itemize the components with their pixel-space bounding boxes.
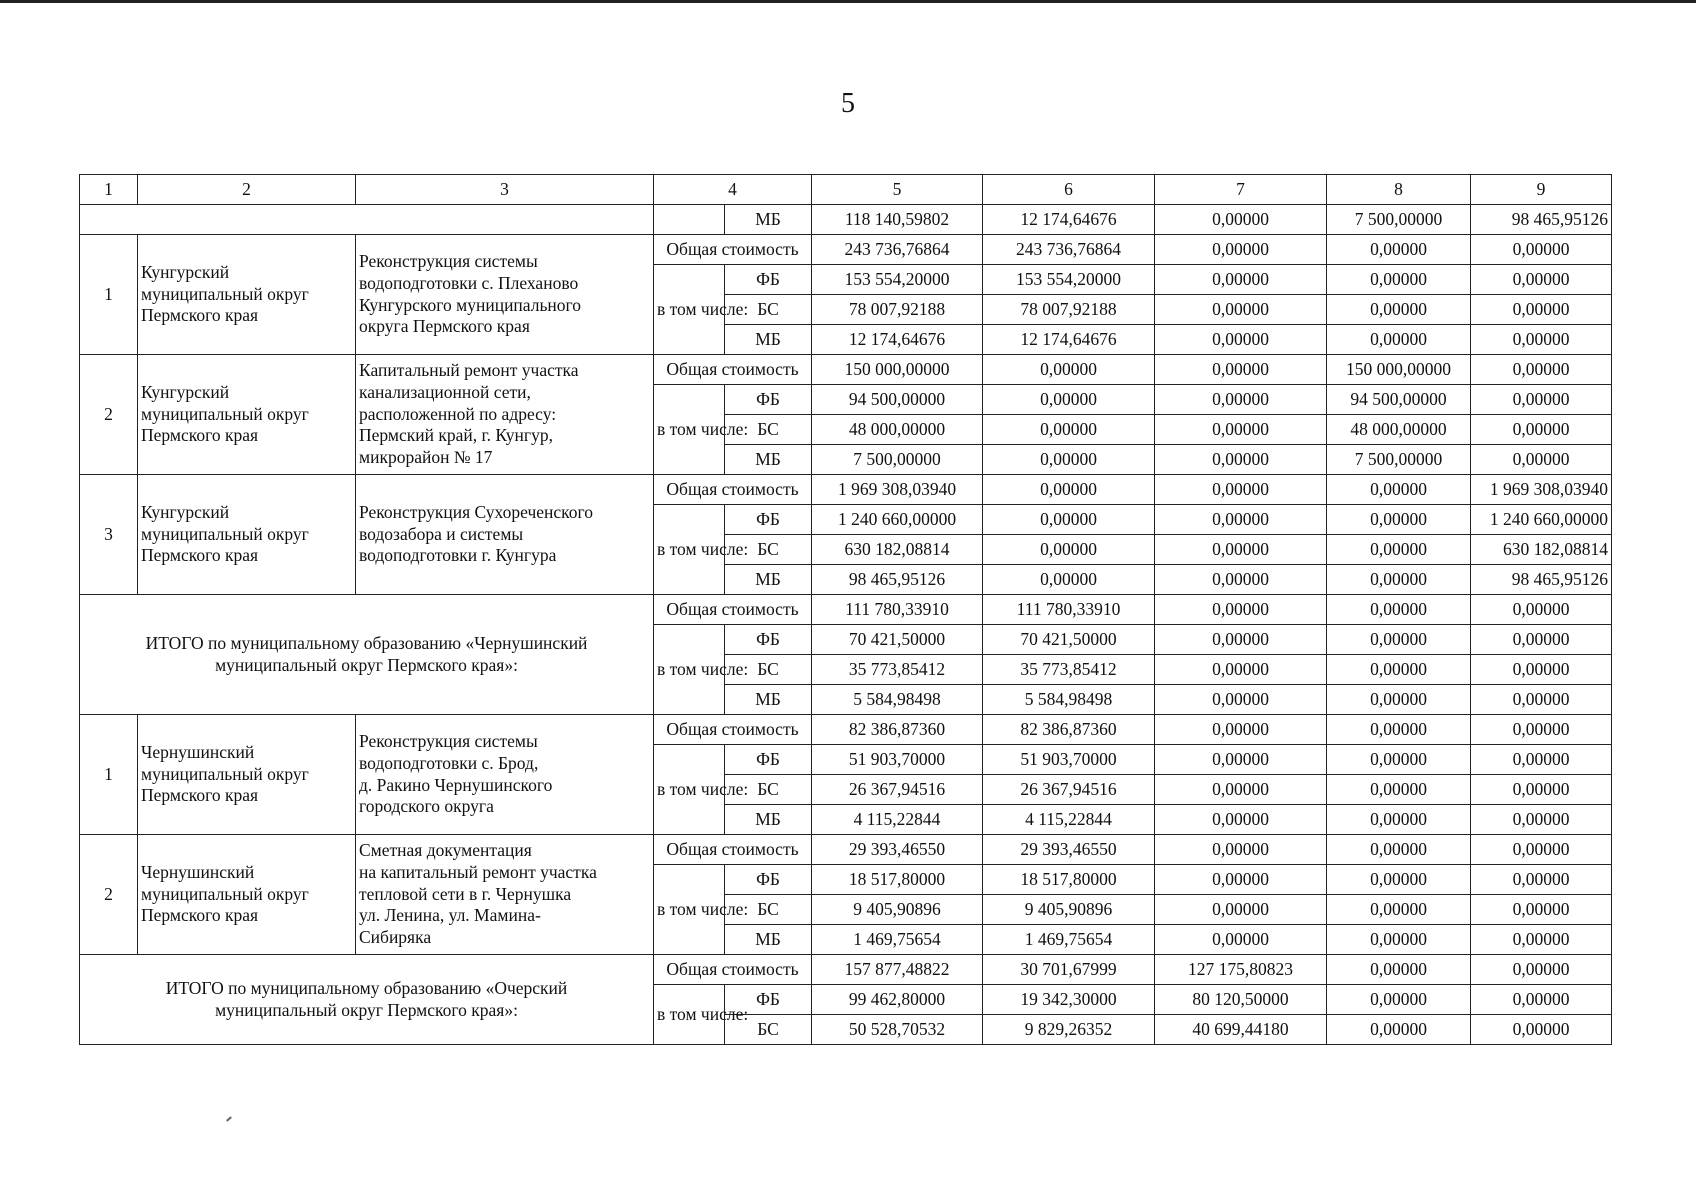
fund-label: БС <box>725 655 812 685</box>
text-line: Кунгурский <box>141 501 230 522</box>
value-cell: 0,00000 <box>1327 895 1471 925</box>
scan-mark <box>226 1116 232 1121</box>
value-cell: 0,00000 <box>1471 625 1612 655</box>
including-label: в том числе: <box>654 385 725 475</box>
value-cell: 98 465,95126 <box>1471 205 1612 235</box>
value-cell: 0,00000 <box>1155 535 1327 565</box>
value-cell: 82 386,87360 <box>812 715 983 745</box>
value-cell: 0,00000 <box>1327 865 1471 895</box>
column-header: 7 <box>1155 175 1327 205</box>
value-cell: 0,00000 <box>1471 865 1612 895</box>
value-cell: 80 120,50000 <box>1155 985 1327 1015</box>
value-cell: 0,00000 <box>1155 565 1327 595</box>
column-header: 5 <box>812 175 983 205</box>
value-cell: 0,00000 <box>1327 565 1471 595</box>
value-cell: 0,00000 <box>1327 985 1471 1015</box>
fund-label: ФБ <box>725 505 812 535</box>
including-label: в том числе: <box>654 865 725 955</box>
text-line: Реконструкция системы <box>359 250 538 271</box>
value-cell: 0,00000 <box>1155 505 1327 535</box>
column-header: 1 <box>80 175 138 205</box>
text-line: д. Ракино Чернушинского <box>359 774 553 795</box>
fund-label: ФБ <box>725 985 812 1015</box>
project-name <box>356 355 654 475</box>
text-line: муниципальный округ <box>141 523 309 544</box>
value-cell: 0,00000 <box>1155 205 1327 235</box>
value-cell: 0,00000 <box>1471 925 1612 955</box>
value-cell: 0,00000 <box>1327 505 1471 535</box>
value-cell: 35 773,85412 <box>812 655 983 685</box>
fund-label: БС <box>725 1015 812 1045</box>
text-line: Пермского края <box>141 425 259 446</box>
value-cell: 0,00000 <box>1155 325 1327 355</box>
fund-label: МБ <box>725 205 812 235</box>
including-label: в том числе: <box>654 625 725 715</box>
value-cell: 150 000,00000 <box>1327 355 1471 385</box>
total-cost-label: Общая стоимость <box>654 835 812 865</box>
value-cell: 0,00000 <box>1471 955 1612 985</box>
row-number: 2 <box>80 835 138 955</box>
value-cell: 0,00000 <box>1327 835 1471 865</box>
value-cell: 0,00000 <box>1327 535 1471 565</box>
value-cell: 5 584,98498 <box>812 685 983 715</box>
total-cost-label: Общая стоимость <box>654 355 812 385</box>
row-number: 3 <box>80 475 138 595</box>
table-row <box>80 955 1612 985</box>
text-line: городского округа <box>359 796 494 817</box>
value-cell: 0,00000 <box>1155 835 1327 865</box>
project-name <box>356 835 654 955</box>
value-cell: 18 517,80000 <box>812 865 983 895</box>
value-cell: 18 517,80000 <box>983 865 1155 895</box>
value-cell: 0,00000 <box>1327 955 1471 985</box>
district-name <box>138 355 356 475</box>
value-cell: 0,00000 <box>1155 685 1327 715</box>
fund-label: МБ <box>725 565 812 595</box>
value-cell: 0,00000 <box>1471 775 1612 805</box>
row-number: 1 <box>80 235 138 355</box>
text-line: ул. Ленина, ул. Мамина- <box>359 905 541 926</box>
value-cell: 0,00000 <box>983 505 1155 535</box>
value-cell: 1 469,75654 <box>812 925 983 955</box>
value-cell: 0,00000 <box>1155 475 1327 505</box>
text-line: муниципальный округ <box>141 883 309 904</box>
fund-label: БС <box>725 775 812 805</box>
fund-label: БС <box>725 415 812 445</box>
text-line: округа Пермского края <box>359 316 530 337</box>
text-line: муниципальный округ Пермского края»: <box>215 654 518 675</box>
row-number: 1 <box>80 715 138 835</box>
value-cell: 243 736,76864 <box>983 235 1155 265</box>
value-cell: 153 554,20000 <box>812 265 983 295</box>
text-line: Реконструкция Сухореченского <box>359 501 594 522</box>
value-cell: 94 500,00000 <box>812 385 983 415</box>
project-name <box>356 235 654 355</box>
including-label: в том числе: <box>654 265 725 355</box>
value-cell: 12 174,64676 <box>812 325 983 355</box>
fund-label: ФБ <box>725 265 812 295</box>
value-cell: 99 462,80000 <box>812 985 983 1015</box>
district-name <box>138 235 356 355</box>
value-cell: 0,00000 <box>1327 475 1471 505</box>
value-cell: 630 182,08814 <box>812 535 983 565</box>
fund-label: МБ <box>725 805 812 835</box>
value-cell: 51 903,70000 <box>812 745 983 775</box>
value-cell: 243 736,76864 <box>812 235 983 265</box>
value-cell: 9 829,26352 <box>983 1015 1155 1045</box>
text-line: Чернушинский <box>141 741 255 762</box>
table-row <box>80 475 1612 505</box>
total-cost-label: Общая стоимость <box>654 475 812 505</box>
project-name <box>356 475 654 595</box>
value-cell: 111 780,33910 <box>812 595 983 625</box>
value-cell: 0,00000 <box>1327 685 1471 715</box>
value-cell: 0,00000 <box>1471 895 1612 925</box>
value-cell: 0,00000 <box>1155 865 1327 895</box>
value-cell: 0,00000 <box>1327 655 1471 685</box>
table-body <box>80 175 1612 1045</box>
value-cell: 0,00000 <box>1471 805 1612 835</box>
value-cell: 0,00000 <box>983 535 1155 565</box>
value-cell: 0,00000 <box>1471 355 1612 385</box>
text-line: Кунгурский <box>141 381 230 402</box>
value-cell: 26 367,94516 <box>983 775 1155 805</box>
fund-label: ФБ <box>725 865 812 895</box>
text-line: на капитальный ремонт участка <box>359 861 597 882</box>
value-cell: 0,00000 <box>1471 985 1612 1015</box>
fund-label: МБ <box>725 685 812 715</box>
value-cell: 1 240 660,00000 <box>1471 505 1612 535</box>
table-row <box>80 205 1612 235</box>
value-cell: 0,00000 <box>983 415 1155 445</box>
value-cell: 70 421,50000 <box>812 625 983 655</box>
value-cell: 35 773,85412 <box>983 655 1155 685</box>
value-cell: 0,00000 <box>1327 265 1471 295</box>
district-name <box>138 715 356 835</box>
value-cell: 4 115,22844 <box>812 805 983 835</box>
text-line: ИТОГО по муниципальному образованию «Чернушинский <box>145 632 588 653</box>
empty-cell <box>654 205 725 235</box>
text-line: Кунгурского муниципального <box>359 294 582 315</box>
text-line: водозабора и системы <box>359 523 524 544</box>
text-line: Кунгурский <box>141 261 230 282</box>
total-cost-label: Общая стоимость <box>654 955 812 985</box>
text-line: канализационной сети, <box>359 381 531 402</box>
text-line: Пермского края <box>141 305 259 326</box>
value-cell: 0,00000 <box>1155 385 1327 415</box>
column-header: 9 <box>1471 175 1612 205</box>
value-cell: 0,00000 <box>1327 745 1471 775</box>
column-header: 3 <box>356 175 654 205</box>
total-cost-label: Общая стоимость <box>654 715 812 745</box>
text-line: Пермского края <box>141 785 259 806</box>
value-cell: 30 701,67999 <box>983 955 1155 985</box>
district-name <box>138 475 356 595</box>
text-line: муниципальный округ <box>141 763 309 784</box>
value-cell: 0,00000 <box>1155 295 1327 325</box>
including-label: в том числе: <box>654 505 725 595</box>
text-line: ИТОГО по муниципальному образованию «Очерский <box>165 977 568 998</box>
total-title <box>80 595 654 715</box>
text-line: Пермского края <box>141 545 259 566</box>
value-cell: 0,00000 <box>1155 775 1327 805</box>
value-cell: 0,00000 <box>983 475 1155 505</box>
value-cell: 0,00000 <box>1471 715 1612 745</box>
value-cell: 0,00000 <box>1471 265 1612 295</box>
fund-label: МБ <box>725 325 812 355</box>
value-cell: 0,00000 <box>1155 655 1327 685</box>
value-cell: 150 000,00000 <box>812 355 983 385</box>
value-cell: 70 421,50000 <box>983 625 1155 655</box>
value-cell: 127 175,80823 <box>1155 955 1327 985</box>
page-number: 5 <box>841 88 855 119</box>
value-cell: 94 500,00000 <box>1327 385 1471 415</box>
value-cell: 0,00000 <box>1155 715 1327 745</box>
including-label: в том числе: <box>654 745 725 835</box>
value-cell: 0,00000 <box>1471 1015 1612 1045</box>
value-cell: 12 174,64676 <box>983 205 1155 235</box>
value-cell: 0,00000 <box>1327 775 1471 805</box>
total-cost-label: Общая стоимость <box>654 595 812 625</box>
value-cell: 0,00000 <box>1155 805 1327 835</box>
value-cell: 29 393,46550 <box>983 835 1155 865</box>
value-cell: 0,00000 <box>1471 745 1612 775</box>
value-cell: 0,00000 <box>1327 805 1471 835</box>
value-cell: 0,00000 <box>1155 355 1327 385</box>
including-label: в том числе: <box>654 985 725 1045</box>
text-line: тепловой сети в г. Чернушка <box>359 883 572 904</box>
column-header: 2 <box>138 175 356 205</box>
value-cell: 0,00000 <box>1155 265 1327 295</box>
value-cell: 0,00000 <box>983 445 1155 475</box>
column-header: 4 <box>654 175 812 205</box>
text-line: микрорайон № 17 <box>359 447 493 468</box>
value-cell: 0,00000 <box>1327 235 1471 265</box>
value-cell: 48 000,00000 <box>1327 415 1471 445</box>
value-cell: 0,00000 <box>1327 295 1471 325</box>
value-cell: 9 405,90896 <box>983 895 1155 925</box>
header-row <box>80 175 1612 205</box>
text-line: водоподготовки с. Брод, <box>359 752 539 773</box>
value-cell: 4 115,22844 <box>983 805 1155 835</box>
value-cell: 5 584,98498 <box>983 685 1155 715</box>
value-cell: 9 405,90896 <box>812 895 983 925</box>
value-cell: 0,00000 <box>1327 925 1471 955</box>
scan-edge <box>0 0 1696 3</box>
value-cell: 0,00000 <box>1327 625 1471 655</box>
value-cell: 1 969 308,03940 <box>1471 475 1612 505</box>
value-cell: 26 367,94516 <box>812 775 983 805</box>
total-cost-label: Общая стоимость <box>654 235 812 265</box>
text-line: водоподготовки с. Плеханово <box>359 272 579 293</box>
column-header: 8 <box>1327 175 1471 205</box>
fund-label: МБ <box>725 445 812 475</box>
value-cell: 98 465,95126 <box>812 565 983 595</box>
value-cell: 157 877,48822 <box>812 955 983 985</box>
value-cell: 50 528,70532 <box>812 1015 983 1045</box>
text-line: Пермский край, г. Кунгур, <box>359 425 553 446</box>
value-cell: 0,00000 <box>1471 595 1612 625</box>
value-cell: 12 174,64676 <box>983 325 1155 355</box>
text-line: муниципальный округ <box>141 403 309 424</box>
table-row <box>80 355 1612 385</box>
value-cell: 19 342,30000 <box>983 985 1155 1015</box>
value-cell: 0,00000 <box>1471 295 1612 325</box>
value-cell: 0,00000 <box>1155 445 1327 475</box>
value-cell: 0,00000 <box>1155 595 1327 625</box>
value-cell: 630 182,08814 <box>1471 535 1612 565</box>
value-cell: 0,00000 <box>1327 595 1471 625</box>
value-cell: 111 780,33910 <box>983 595 1155 625</box>
district-name <box>138 835 356 955</box>
value-cell: 0,00000 <box>1155 415 1327 445</box>
text-line: Сметная документация <box>359 839 532 860</box>
fund-label: БС <box>725 535 812 565</box>
table-row <box>80 715 1612 745</box>
text-line: водоподготовки г. Кунгура <box>359 545 557 566</box>
value-cell: 48 000,00000 <box>812 415 983 445</box>
value-cell: 1 969 308,03940 <box>812 475 983 505</box>
value-cell: 0,00000 <box>1327 325 1471 355</box>
text-line: расположенной по адресу: <box>359 403 557 424</box>
row-number: 2 <box>80 355 138 475</box>
value-cell: 153 554,20000 <box>983 265 1155 295</box>
value-cell: 0,00000 <box>1471 445 1612 475</box>
text-line: Сибиряка <box>359 927 432 948</box>
value-cell: 0,00000 <box>1155 625 1327 655</box>
value-cell: 0,00000 <box>1471 235 1612 265</box>
value-cell: 0,00000 <box>1155 925 1327 955</box>
value-cell: 0,00000 <box>983 385 1155 415</box>
value-cell: 0,00000 <box>1155 895 1327 925</box>
fund-label: ФБ <box>725 625 812 655</box>
fund-label: ФБ <box>725 745 812 775</box>
value-cell: 29 393,46550 <box>812 835 983 865</box>
value-cell: 0,00000 <box>1471 325 1612 355</box>
value-cell: 0,00000 <box>1155 235 1327 265</box>
text-line: Реконструкция системы <box>359 730 538 751</box>
value-cell: 0,00000 <box>1471 835 1612 865</box>
value-cell: 78 007,92188 <box>812 295 983 325</box>
value-cell: 0,00000 <box>983 565 1155 595</box>
fund-label: БС <box>725 895 812 925</box>
table-row <box>80 835 1612 865</box>
value-cell: 0,00000 <box>1471 415 1612 445</box>
fund-label: ФБ <box>725 385 812 415</box>
value-cell: 51 903,70000 <box>983 745 1155 775</box>
total-title <box>80 955 654 1045</box>
value-cell: 1 240 660,00000 <box>812 505 983 535</box>
value-cell: 1 469,75654 <box>983 925 1155 955</box>
value-cell: 118 140,59802 <box>812 205 983 235</box>
value-cell: 7 500,00000 <box>812 445 983 475</box>
fund-label: МБ <box>725 925 812 955</box>
value-cell: 0,00000 <box>1471 685 1612 715</box>
value-cell: 7 500,00000 <box>1327 445 1471 475</box>
column-header: 6 <box>983 175 1155 205</box>
table-row <box>80 235 1612 265</box>
value-cell: 40 699,44180 <box>1155 1015 1327 1045</box>
funding-table <box>79 174 1612 1045</box>
value-cell: 78 007,92188 <box>983 295 1155 325</box>
text-line: муниципальный округ <box>141 283 309 304</box>
text-line: Капитальный ремонт участка <box>359 359 579 380</box>
value-cell: 0,00000 <box>1471 385 1612 415</box>
value-cell: 0,00000 <box>1471 655 1612 685</box>
value-cell: 98 465,95126 <box>1471 565 1612 595</box>
value-cell: 0,00000 <box>1327 1015 1471 1045</box>
value-cell: 7 500,00000 <box>1327 205 1471 235</box>
text-line: Пермского края <box>141 905 259 926</box>
text-line: муниципальный округ Пермского края»: <box>215 999 518 1020</box>
value-cell: 0,00000 <box>1327 715 1471 745</box>
text-line: Чернушинский <box>141 861 255 882</box>
value-cell: 82 386,87360 <box>983 715 1155 745</box>
value-cell: 0,00000 <box>1155 745 1327 775</box>
empty-cell <box>80 205 654 235</box>
fund-label: БС <box>725 295 812 325</box>
table-row <box>80 595 1612 625</box>
project-name <box>356 715 654 835</box>
value-cell: 0,00000 <box>983 355 1155 385</box>
